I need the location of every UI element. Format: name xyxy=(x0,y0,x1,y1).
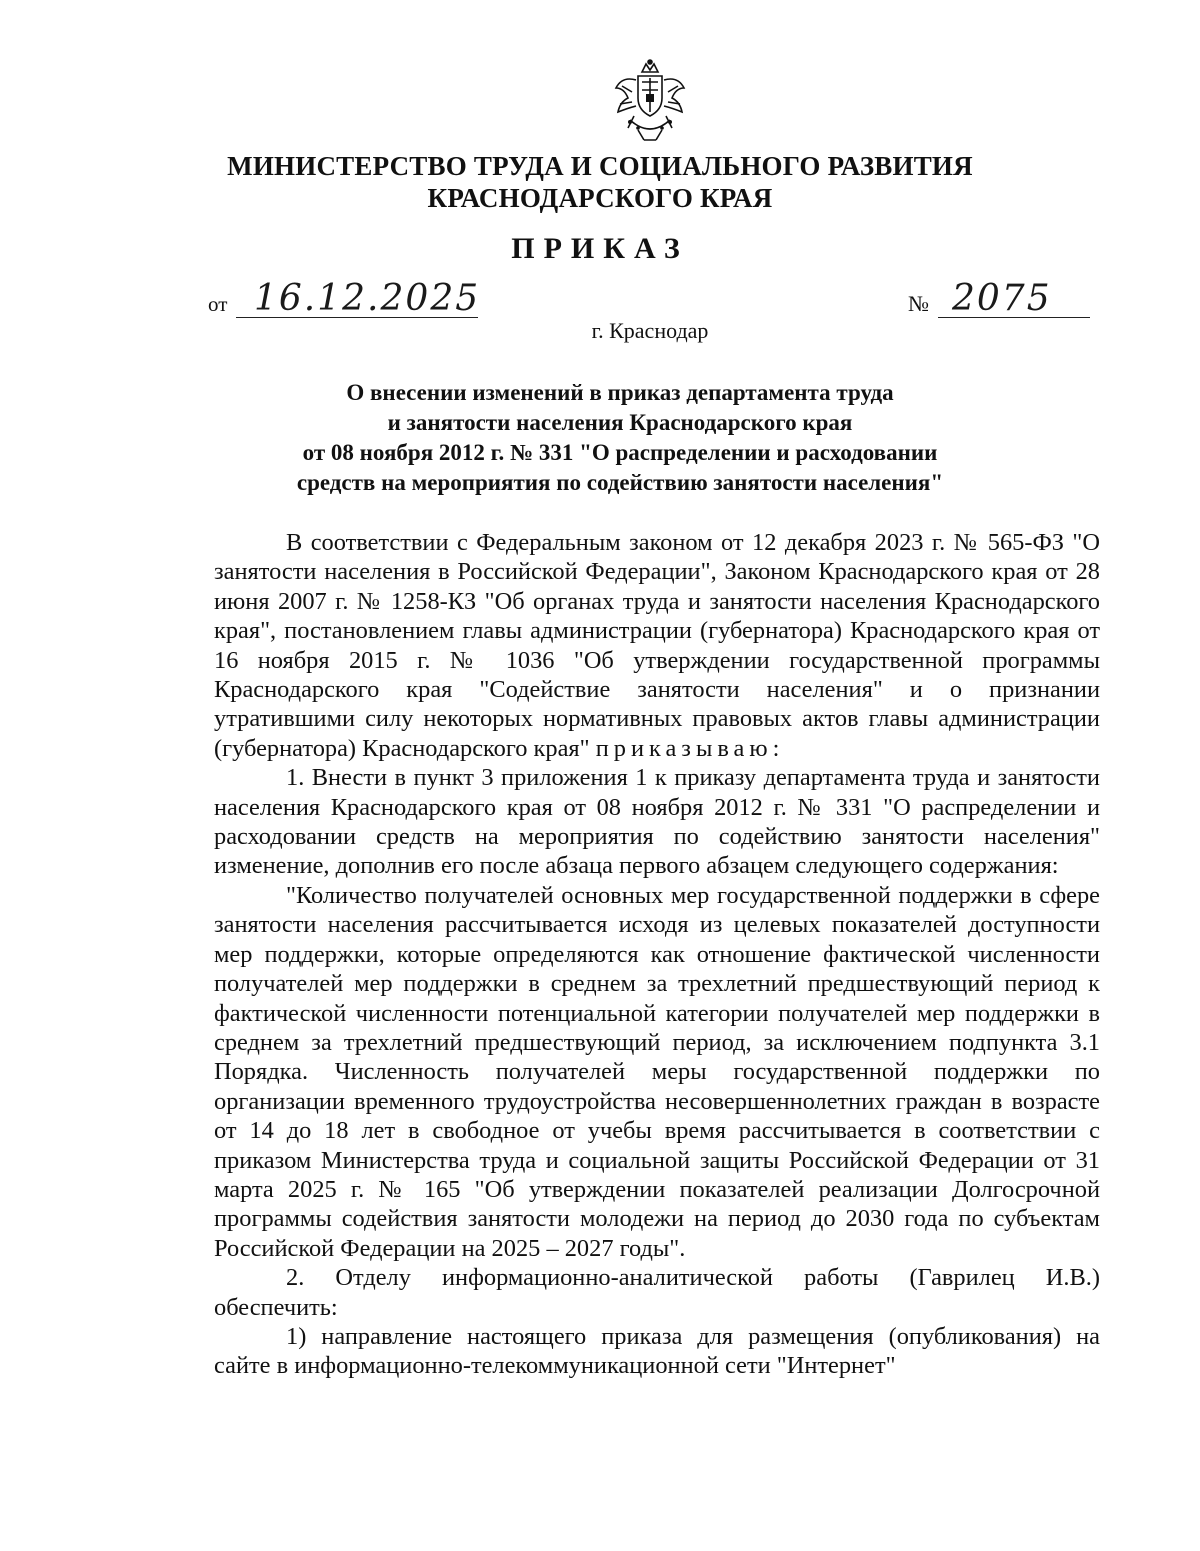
body-paragraph-item-1: 1. Внести в пункт 3 приложения 1 к приказу департамента труда и занятости населения Краснодарского края от 08 ноября 2012 г. № 331 "О распределении и расходовании средств на мероприятия по содействию занятости населения" изменение, дополнив его после абзаца первого абзацем следующего содержания: xyxy=(214,764,1100,880)
body-paragraph-subitem-1: 1) направление настоящего приказа для размещения (опубликования) на сайте в информационно-телекоммуникационной сети "Интернет" xyxy=(214,1322,1100,1380)
city-name: г. Краснодар xyxy=(591,318,709,343)
title-line3: от 08 ноября 2012 г. № 331 "О распределении и расходовании xyxy=(302,440,938,465)
title-line2: и занятости населения Краснодарского края xyxy=(387,410,853,435)
orders-word: приказываю: xyxy=(595,734,785,762)
ministry-name-line2: КРАСНОДАРСКОГО КРАЯ xyxy=(427,183,773,213)
document-body xyxy=(214,528,1100,1381)
document-type-heading: ПРИКАЗ xyxy=(511,232,689,265)
coat-of-arms-emblem xyxy=(608,58,692,146)
date-label: от xyxy=(208,292,228,316)
body-paragraph-quote: "Количество получателей основных мер государственной поддержки в сфере занятости населения рассчитывается исходя из целевых показателей доступности мер поддержки, которые определяются как отношение фактической численности получателей мер поддержки в среднем за трехлетний предшествующий период к фактической численности потенциальной категории получателей мер поддержки в среднем за трехлетний предшествующий период, за исключением подпункта 3.1 Порядка. Численность получателей меры государственной поддержки по организации временного трудоустройства несовершеннолетних граждан в возрасте от 14 до 18 лет в свободное от учебы время рассчитывается в соответствии с приказом Министерства труда и социальной защиты Российской Федерации от 31 марта 2025 г. № 165 "Об утверждении показателей реализации Долгосрочной программы содействия занятости молодежи на период до 2030 года по субъектам Российской Федерации на 2025 – 2027 годы". xyxy=(214,881,1100,1262)
handwritten-date: 16.12.2025 xyxy=(254,278,481,319)
body-paragraph-preamble xyxy=(214,528,1100,763)
preamble-text: В соответствии с Федеральным законом от 12 декабря 2023 г. № 565-ФЗ "О занятости населения в Российской Федерации", Законом Краснодарского края от 28 июня 2007 г. № 1258-КЗ "Об органах труда и занятости населения Краснодарского края", постановлением главы администрации (губернатора) Краснодарского края от 16 ноября 2015 г. № 1036 "Об утверждении государственной программы Краснодарского края "Содействие занятости населения" и о признании утратившими силу некоторых нормативных правовых актов главы администрации (губернатора) Краснодарского края" xyxy=(214,529,1100,762)
handwritten-number: 2075 xyxy=(952,278,1052,319)
ministry-name-line1: МИНИСТЕРСТВО ТРУДА И СОЦИАЛЬНОГО РАЗВИТИЯ xyxy=(227,151,973,181)
title-line4: средств на мероприятия по содействию занятости населения" xyxy=(296,470,944,495)
body-paragraph-item-2: 2. Отделу информационно-аналитической работы (Гаврилец И.В.) обеспечить: xyxy=(214,1264,1100,1321)
title-line1: О внесении изменений в приказ департамента труда xyxy=(346,380,894,405)
number-label: № xyxy=(908,291,929,316)
